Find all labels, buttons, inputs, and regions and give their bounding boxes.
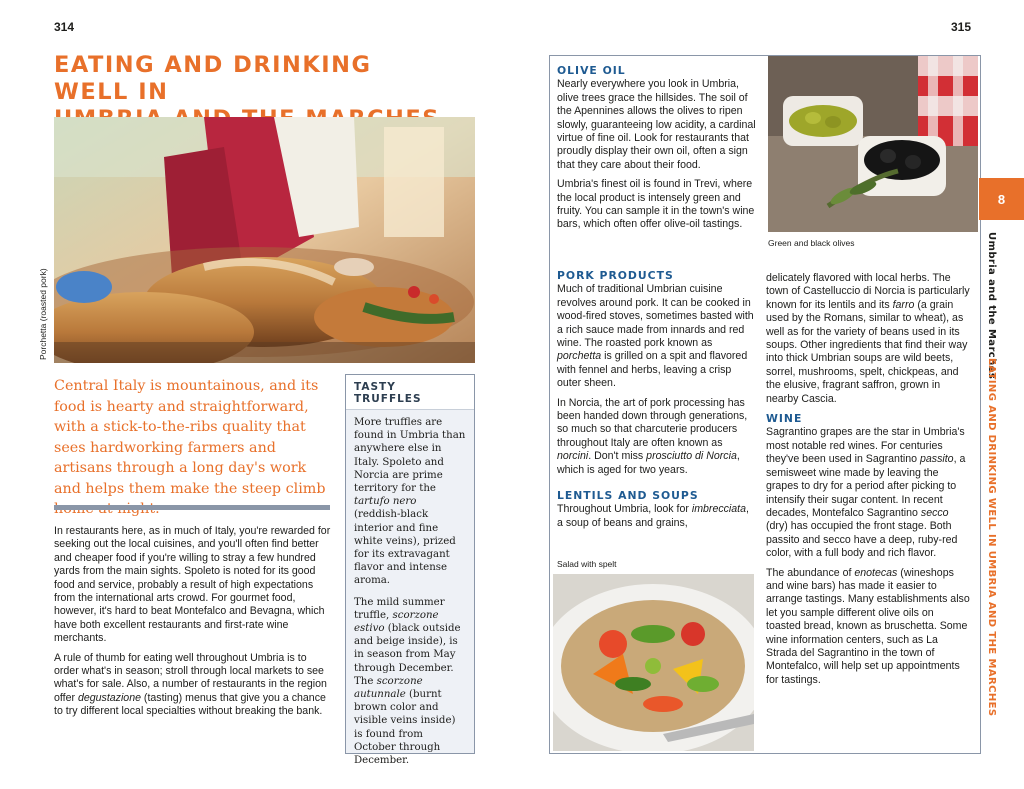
pork-paragraph-2: In Norcia, the art of pork processing has been handed down through generations, so much so that charcuterie producers throughout Italy are often known as norcini. Don't miss prosciutto di Norcia, which is aged for two years. xyxy=(557,396,748,476)
column-2-text xyxy=(766,272,970,693)
side-label-section: EATING AND DRINKING WELL IN UMBRIA AND THE MARCHES xyxy=(986,358,997,717)
lentils-section xyxy=(557,489,757,536)
intro-text: Central Italy is mountainous, and its food is hearty and straightforward, with a stick-to-the-ribs quality that sees hardworking farmers and artisans through a long day's work and helps them make the steep climb xyxy=(54,378,326,497)
chapter-tab: 8 xyxy=(979,178,1024,220)
porchetta-photo xyxy=(54,117,475,363)
salad-photo xyxy=(553,574,754,751)
page-number-right: 315 xyxy=(951,20,972,34)
lentils-continued-paragraph: delicately flavored with local herbs. The town of Castelluccio di Norcia is particularly known for its lentils and its farro (a grain used by the Romans, similar to wheat), as well as for the variety of beans used in its soups. Other ingredients that find their way into thick Umbrian soups are wild beets, sorrel, mushrooms, spelt, chickpeas, and the elusive, fragrant saffron, grown in nearby Cascia. xyxy=(766,272,970,405)
title-line-1: EATING AND DRINKING WELL IN xyxy=(54,52,372,105)
tasty-truffles-sidebar xyxy=(345,374,475,767)
left-body-paragraph-1: In restaurants here, as in much of Italy, you're rewarded for seeking out the local cuisines, and you'll often find better and cheaper food if you're willing to stray a few hundred yards from the main sights. Spoleto is noted for its good food and service, probably a result of high expectations from the international arts crowd. For gourmet food, however, it's hard to beat Montefalco and Bevagna, which have both excellent restaurants and first-rate wine merchants. xyxy=(54,525,331,645)
wine-paragraph-1: Sagrantino grapes are the star in Umbria's most notable red wines. For centuries they've been used in Sagrantino passito, a semisweet wine made by leaving the grapes to dry for a period after picking to intensify their sugar content. In recent decades, Montefalco Sagrantino secco (dry) has occupied the front stage. Both passito and secco have a deep, ruby-red color, with a full body and rich flavor. xyxy=(766,426,966,560)
page-number-left: 314 xyxy=(54,20,75,34)
side-label-region: Umbria and the Marches xyxy=(986,232,997,380)
wine-paragraph-2: The abundance of enotecas (wineshops and wine bars) has made it easier to arrange tastings. Many establishments also let you sample different olive oils on toasted bread, known as bruschetta. Some wine information centers, such as La Strada del Sagrantino in the town of Montefalco, will help set up appointments for tastings. xyxy=(766,566,970,686)
olives-photo xyxy=(768,56,978,232)
olive-oil-section xyxy=(557,64,757,238)
divider-rule xyxy=(54,505,330,510)
wine-heading: WINE xyxy=(766,412,803,426)
olive-oil-paragraph-2: Umbria's finest oil is found in Trevi, where the local product is intensely green and fruity. You can sample it in the town's wine bars, which often offer olive-oil tastings. xyxy=(557,178,755,231)
porchetta-caption: Porchetta (roasted pork) xyxy=(38,268,48,360)
lentils-paragraph-1: Throughout Umbria, look for imbrecciata, a soup of beans and grains, xyxy=(557,503,749,529)
olive-oil-paragraph-1: Nearly everywhere you look in Umbria, olive trees grace the hillsides. The soil of the Apennines allows the olives to ripen slowly, guaranteeing low acidity, a cardinal virtue of fine oil. Look for restaurants that proudly display their own oil, often a sign that they care about their food. xyxy=(557,78,756,171)
sidebar-heading: TASTY TRUFFLES xyxy=(346,375,474,410)
left-body-paragraph-2: A rule of thumb for eating well throughout Umbria is to order what's in season; stroll through local markets to see what's for sale. Also, a number of restaurants in the region offer degustazione (tasting) menus that give you a chance to try different local specialties without breaking the bank. xyxy=(54,651,327,718)
lentils-heading: LENTILS AND SOUPS xyxy=(557,489,699,502)
sidebar-paragraph-2: The mild summer truffle, scorzone estivo (black outside and beige inside), is in season from May through December. The scorzone autunnale (burnt brown color and visible veins inside) is found from October through December. xyxy=(354,596,461,767)
olives-caption: Green and black olives xyxy=(768,238,855,248)
pork-heading: PORK PRODUCTS xyxy=(557,269,674,282)
pork-section xyxy=(557,269,757,483)
pork-paragraph-1: Much of traditional Umbrian cuisine revolves around pork. It can be cooked in wood-fired stoves, sometimes basted with a rich sauce made from innards and red wine. The roasted pork known as porchetta is grilled on a spit and flavored with fennel and herbs, leaving a crisp outer sheen. xyxy=(557,283,754,390)
left-body-text xyxy=(54,525,334,725)
olive-oil-heading: OLIVE OIL xyxy=(557,64,626,77)
salad-caption: Salad with spelt xyxy=(557,559,617,569)
sidebar-paragraph-1: More truffles are found in Umbria than anywhere else in Italy. Spoleto and Norcia are prime territory for the tartufo nero (reddish-black interior and fine white veins), prized for its extravagant flavor and intense aroma. xyxy=(354,417,466,587)
